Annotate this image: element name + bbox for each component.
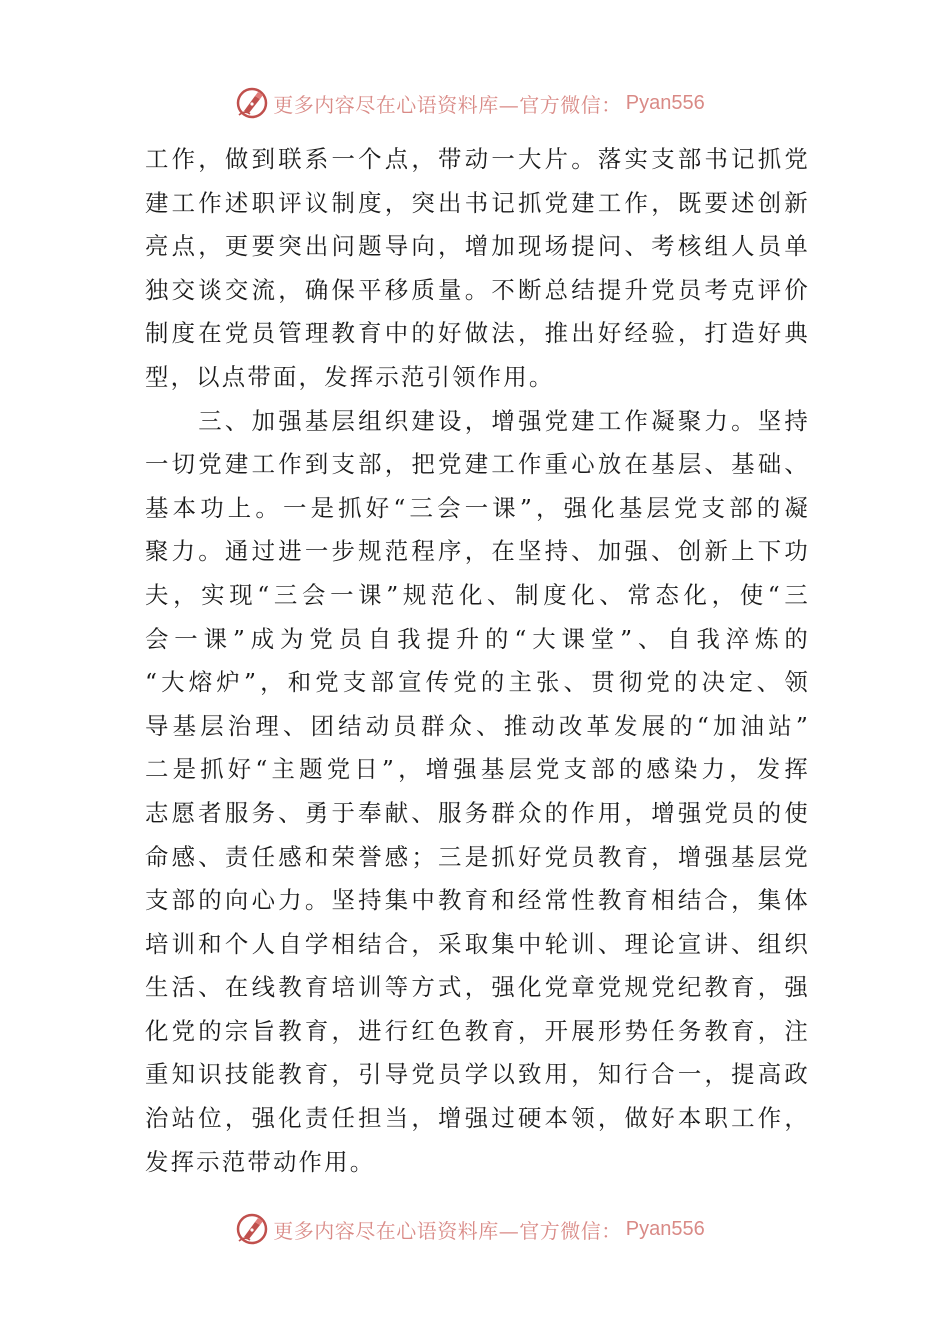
text-line: 工作，做到联系一个点，带动一大片。落实支部书记抓党 [145, 145, 810, 173]
text-line: 生活、在线教育培训等方式，强化党章党规党纪教育，强 [145, 973, 810, 1002]
footer-banner-content [235, 1212, 704, 1246]
text-line: 命感、责任感和荣誉感；三是抓好党员教育，增强基层党 [145, 842, 810, 871]
text-line: 亮点，更要突出问题导向，增加现场提问、考核组人员单 [145, 232, 810, 261]
text-line: 发挥示范带动作用。 [145, 1147, 376, 1176]
document-body [145, 138, 810, 1184]
text-line: 基本功上。一是抓好“三会一课”，强化基层党支部的凝 [145, 493, 810, 522]
text-line: 治站位，强化责任担当，增强过硬本领，做好本职工作， [145, 1104, 810, 1133]
text-line: 支部的向心力。坚持集中教育和经常性教育相结合，集体 [145, 886, 810, 915]
pen-nib-logo-icon [235, 86, 269, 120]
text-line: 三、加强基层组织建设，增强党建工作凝聚力。坚持 [145, 406, 810, 435]
header-banner [0, 78, 950, 128]
text-line: 会一课”成为党员自我提升的“大课堂”、自我淬炼的 [145, 624, 810, 653]
text-line: 聚力。通过进一步规范程序，在坚持、加强、创新上下功 [145, 537, 810, 566]
text-line: 志愿者服务、勇于奉献、服务群众的作用，增强党员的使 [145, 798, 810, 827]
banner-wechat-id: Pyan556 [625, 1217, 705, 1240]
banner-wechat-id: Pyan556 [625, 91, 705, 114]
text-line: 制度在党员管理教育中的好做法，推出好经验，打造好典 [145, 319, 810, 348]
text-line: “大熔炉”，和党支部宣传党的主张、贯彻党的决定、领 [145, 668, 810, 697]
text-line: 型，以点带面，发挥示范引领作用。 [145, 362, 555, 391]
text-line: 建工作述职评议制度，突出书记抓党建工作，既要述创新 [145, 188, 810, 217]
text-line: 一切党建工作到支部，把党建工作重心放在基层、基础、 [145, 450, 810, 479]
header-banner-content [235, 86, 704, 120]
footer-banner [0, 1204, 950, 1254]
text-line: 夫，实现“三会一课”规范化、制度化、常态化，使“三 [145, 580, 810, 609]
text-line: 二是抓好“主题党日”，增强基层党支部的感染力，发挥 [145, 755, 810, 784]
pen-nib-logo-icon [235, 1212, 269, 1246]
text-line: 培训和个人自学相结合，采取集中轮训、理论宣讲、组织 [145, 929, 810, 958]
text-line: 导基层治理、团结动员群众、推动改革发展的“加油站” [145, 711, 810, 740]
banner-title: 更多内容尽在心语资料库—官方微信： [273, 92, 622, 117]
text-line: 独交谈交流，确保平移质量。不断总结提升党员考克评价 [145, 275, 810, 304]
banner-title: 更多内容尽在心语资料库—官方微信： [273, 1218, 622, 1243]
text-line: 重知识技能教育，引导党员学以致用，知行合一，提高政 [145, 1060, 810, 1089]
text-line: 化党的宗旨教育，进行红色教育，开展形势任务教育，注 [145, 1016, 810, 1045]
